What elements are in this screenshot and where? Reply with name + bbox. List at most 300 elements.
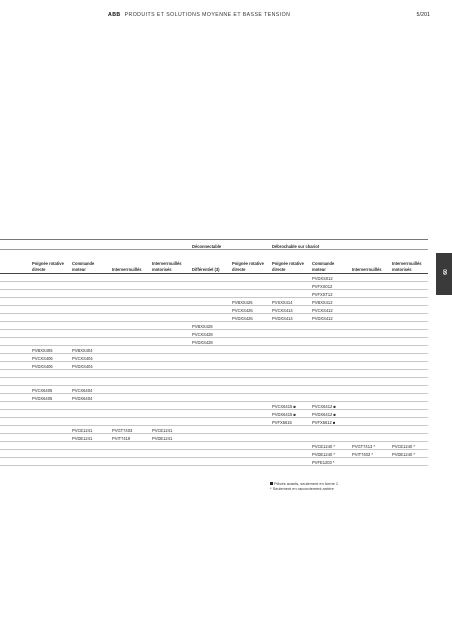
header-title <box>108 12 290 18</box>
table-cell <box>150 282 190 290</box>
table-cell <box>390 394 428 402</box>
table-body <box>0 274 428 466</box>
product-table <box>0 239 428 466</box>
table-cell <box>110 330 150 338</box>
table-cell <box>110 354 150 362</box>
table-row <box>0 290 428 298</box>
table-cell <box>350 346 390 354</box>
table-cell <box>310 434 350 442</box>
table-row <box>0 282 428 290</box>
table-cell: PVBXS412 <box>310 298 350 306</box>
brand-logo: ABB <box>108 12 121 18</box>
table-cell <box>190 418 230 426</box>
table-cell <box>350 410 390 418</box>
table-cell <box>230 442 270 450</box>
table-cell <box>30 370 70 378</box>
table-cell <box>350 282 390 290</box>
table-cell <box>150 290 190 298</box>
table-cell <box>110 386 150 394</box>
table-cell <box>350 386 390 394</box>
table-cell <box>150 386 190 394</box>
col-header: Commande moteur <box>70 250 110 274</box>
table-cell <box>110 378 150 386</box>
table-cell <box>390 354 428 362</box>
row-spacer <box>0 458 30 466</box>
table-cell <box>110 450 150 458</box>
table-cell <box>30 290 70 298</box>
table-cell <box>30 426 70 434</box>
table-cell: PVCX6412 ■ <box>310 402 350 410</box>
table-cell <box>150 314 190 322</box>
table-cell <box>270 322 310 330</box>
table-row <box>0 426 428 434</box>
table-cell: PVDE1241 <box>70 434 110 442</box>
table-cell: PVCXS404 <box>70 354 110 362</box>
square-marker-icon <box>270 482 273 485</box>
table-cell <box>70 282 110 290</box>
col-header: Commande moteur <box>310 250 350 274</box>
group-header-row <box>0 240 428 250</box>
row-spacer <box>0 362 30 370</box>
table-cell: PVCXS414 <box>270 306 310 314</box>
table-cell <box>70 274 110 282</box>
table-row <box>0 274 428 282</box>
table-cell <box>350 338 390 346</box>
col-header: Interverrouillés <box>110 250 150 274</box>
table-cell <box>190 298 230 306</box>
row-spacer <box>0 370 30 378</box>
table-cell <box>310 370 350 378</box>
table-cell <box>110 322 150 330</box>
table-cell <box>30 330 70 338</box>
table-cell <box>390 426 428 434</box>
table-cell <box>390 338 428 346</box>
table-cell: PVIT7419 <box>110 434 150 442</box>
table-row <box>0 378 428 386</box>
table-cell <box>230 322 270 330</box>
table-cell <box>190 370 230 378</box>
table-cell: PVDX6405 <box>30 394 70 402</box>
table-cell <box>230 346 270 354</box>
table-cell: PVCXS426 <box>230 306 270 314</box>
table-cell: PVCXS406 <box>30 354 70 362</box>
page-number: 5/201 <box>416 12 430 18</box>
table-cell <box>70 402 110 410</box>
table-cell <box>270 346 310 354</box>
group-deconnectable: Déconnectable <box>190 240 230 250</box>
col-header: Poignée rotative directe <box>30 250 70 274</box>
table-cell <box>350 314 390 322</box>
table-row <box>0 346 428 354</box>
table-cell: PVCE1240 * <box>310 442 350 450</box>
table-cell <box>190 306 230 314</box>
table-cell: PVFXS012 <box>310 282 350 290</box>
table-cell <box>390 298 428 306</box>
table-row <box>0 450 428 458</box>
table-cell <box>350 434 390 442</box>
table-cell <box>70 378 110 386</box>
row-spacer <box>0 426 30 434</box>
table-row <box>0 330 428 338</box>
table-cell <box>190 426 230 434</box>
table-cell <box>110 346 150 354</box>
table-cell <box>350 290 390 298</box>
table-cell <box>310 378 350 386</box>
table-cell <box>110 314 150 322</box>
table-cell <box>110 410 150 418</box>
table-cell: PVCX6415 ■ <box>270 402 310 410</box>
column-header-row <box>0 250 428 274</box>
table-row <box>0 314 428 322</box>
table-cell <box>150 418 190 426</box>
table-cell <box>150 274 190 282</box>
table-cell <box>70 314 110 322</box>
row-spacer <box>0 418 30 426</box>
table-cell <box>230 450 270 458</box>
table-cell <box>390 362 428 370</box>
table-cell <box>150 442 190 450</box>
table-cell <box>270 362 310 370</box>
table-cell <box>390 402 428 410</box>
table-cell <box>150 338 190 346</box>
table-row <box>0 298 428 306</box>
table-cell <box>270 442 310 450</box>
table-cell: PVIT7403 * <box>350 450 390 458</box>
table-cell <box>390 282 428 290</box>
table-row <box>0 306 428 314</box>
table-cell <box>190 434 230 442</box>
table-cell <box>30 434 70 442</box>
table-cell <box>230 394 270 402</box>
table-cell: PVCE1241 <box>70 426 110 434</box>
table-cell <box>190 442 230 450</box>
table-cell <box>150 354 190 362</box>
table-cell <box>110 394 150 402</box>
table-cell <box>230 458 270 466</box>
table-cell <box>390 418 428 426</box>
table-cell <box>30 306 70 314</box>
table-cell <box>190 290 230 298</box>
table-cell <box>390 322 428 330</box>
table-cell: PVCE1240 * <box>390 442 428 450</box>
table-cell <box>70 418 110 426</box>
table-cell <box>110 290 150 298</box>
document-title: PRODUITS ET SOLUTIONS MOYENNE ET BASSE TENSION <box>124 12 291 18</box>
table-cell <box>270 458 310 466</box>
table-cell <box>390 314 428 322</box>
table-cell <box>110 362 150 370</box>
table-cell <box>150 298 190 306</box>
col-header: Différentiel (3) <box>190 250 230 274</box>
table-cell <box>350 426 390 434</box>
table-cell <box>150 458 190 466</box>
table-cell <box>310 322 350 330</box>
table-cell <box>70 442 110 450</box>
table-cell <box>230 410 270 418</box>
table-cell <box>270 290 310 298</box>
table-row <box>0 434 428 442</box>
table-cell <box>310 354 350 362</box>
table-cell <box>110 306 150 314</box>
table-cell <box>30 410 70 418</box>
table-cell: PVBXS426 <box>230 298 270 306</box>
table-cell: PVSXS414 <box>270 298 310 306</box>
table-cell <box>190 362 230 370</box>
col-header: Poignée rotative directe <box>270 250 310 274</box>
table-cell <box>110 418 150 426</box>
col-header: Interverrouillés motorisés <box>150 250 190 274</box>
col-header: Interverrouillés <box>350 250 390 274</box>
footnote-2: * Seulement en raccordement arrière <box>270 486 334 492</box>
table-cell: PVDXS426 <box>230 314 270 322</box>
table-cell: PVDE1240 * <box>310 450 350 458</box>
table-cell: PVDX6415 ■ <box>270 410 310 418</box>
table-cell <box>350 370 390 378</box>
table-row <box>0 394 428 402</box>
table-cell: PVFE1203 * <box>310 458 350 466</box>
table-cell <box>190 450 230 458</box>
table-cell <box>270 354 310 362</box>
row-spacer <box>0 402 30 410</box>
table-cell <box>70 458 110 466</box>
table-cell <box>150 394 190 402</box>
table-cell <box>270 370 310 378</box>
table-cell <box>30 314 70 322</box>
table-cell <box>390 370 428 378</box>
table-cell: PVFX6612 ■ <box>310 418 350 426</box>
table-cell: PVCX6404 <box>70 386 110 394</box>
table-cell <box>70 338 110 346</box>
row-spacer <box>0 314 30 322</box>
table-cell <box>150 330 190 338</box>
table-cell <box>390 410 428 418</box>
table-row <box>0 386 428 394</box>
table-cell <box>270 330 310 338</box>
row-spacer <box>0 386 30 394</box>
table-cell <box>270 426 310 434</box>
table-cell: PVCXS412 <box>310 306 350 314</box>
table-cell <box>270 434 310 442</box>
table-cell <box>350 274 390 282</box>
table-cell <box>70 322 110 330</box>
table-cell: PVDXS414 <box>270 314 310 322</box>
table-cell: PVDXS012 <box>310 274 350 282</box>
table-cell: PVDX6404 <box>70 394 110 402</box>
table-cell <box>150 306 190 314</box>
table-cell <box>230 402 270 410</box>
table-cell <box>150 370 190 378</box>
table-cell <box>110 274 150 282</box>
table-cell <box>270 378 310 386</box>
table-cell <box>390 290 428 298</box>
table-cell <box>190 274 230 282</box>
table-cell: PVFXST12 <box>310 290 350 298</box>
table-cell <box>190 410 230 418</box>
table-cell <box>390 346 428 354</box>
product-table-wrap <box>0 239 428 466</box>
table-cell <box>110 458 150 466</box>
table-cell <box>350 458 390 466</box>
table-cell <box>230 338 270 346</box>
table-row <box>0 338 428 346</box>
table-cell <box>30 458 70 466</box>
table-cell <box>110 402 150 410</box>
table-cell <box>70 450 110 458</box>
table-cell <box>230 362 270 370</box>
table-cell: PVGT7413 * <box>350 442 390 450</box>
table-cell: PVDX6412 ■ <box>310 410 350 418</box>
table-cell <box>230 426 270 434</box>
table-cell <box>390 386 428 394</box>
table-cell: PVCE1241 <box>150 426 190 434</box>
section-tab <box>436 253 452 295</box>
table-cell <box>30 274 70 282</box>
table-cell <box>350 402 390 410</box>
table-cell <box>270 386 310 394</box>
table-cell <box>70 410 110 418</box>
table-cell <box>30 378 70 386</box>
table-cell <box>150 346 190 354</box>
table-cell <box>350 362 390 370</box>
table-cell <box>150 450 190 458</box>
table-cell: PVBXS428 <box>190 322 230 330</box>
row-spacer <box>0 410 30 418</box>
table-cell <box>390 274 428 282</box>
row-spacer <box>0 450 30 458</box>
table-cell <box>150 402 190 410</box>
table-row <box>0 410 428 418</box>
table-cell <box>150 362 190 370</box>
table-cell <box>350 354 390 362</box>
table-cell <box>190 386 230 394</box>
table-cell <box>190 354 230 362</box>
row-spacer <box>0 442 30 450</box>
table-cell <box>70 370 110 378</box>
table-cell <box>230 274 270 282</box>
table-row <box>0 418 428 426</box>
table-cell <box>30 322 70 330</box>
table-row <box>0 402 428 410</box>
table-cell <box>190 378 230 386</box>
table-row <box>0 458 428 466</box>
table-cell: PVDXS428 <box>190 338 230 346</box>
table-row <box>0 362 428 370</box>
table-cell <box>70 298 110 306</box>
table-cell <box>190 458 230 466</box>
table-cell <box>270 450 310 458</box>
table-cell <box>30 298 70 306</box>
table-cell <box>230 354 270 362</box>
table-row <box>0 354 428 362</box>
table-cell: PVDXS404 <box>70 362 110 370</box>
table-cell <box>390 330 428 338</box>
table-cell <box>350 418 390 426</box>
table-cell <box>190 402 230 410</box>
table-cell <box>390 378 428 386</box>
table-cell <box>270 274 310 282</box>
table-cell <box>270 394 310 402</box>
table-cell <box>30 338 70 346</box>
table-cell <box>230 282 270 290</box>
table-cell <box>310 394 350 402</box>
table-cell <box>30 442 70 450</box>
table-cell <box>310 426 350 434</box>
table-cell <box>350 306 390 314</box>
table-cell <box>270 282 310 290</box>
table-cell <box>70 306 110 314</box>
table-cell <box>230 434 270 442</box>
table-cell: PVDXS412 <box>310 314 350 322</box>
row-spacer <box>0 346 30 354</box>
table-cell: PVDXS406 <box>30 362 70 370</box>
row-spacer <box>0 282 30 290</box>
row-spacer <box>0 298 30 306</box>
col-header: Interverrouillés motorisés <box>390 250 428 274</box>
table-cell <box>30 282 70 290</box>
table-cell <box>350 330 390 338</box>
table-cell <box>350 322 390 330</box>
table-cell <box>230 370 270 378</box>
table-cell <box>150 322 190 330</box>
table-cell <box>110 298 150 306</box>
table-cell <box>350 298 390 306</box>
row-spacer <box>0 378 30 386</box>
row-spacer <box>0 274 30 282</box>
row-spacer <box>0 330 30 338</box>
table-cell <box>350 394 390 402</box>
table-cell <box>30 450 70 458</box>
table-cell <box>190 394 230 402</box>
table-cell <box>150 378 190 386</box>
row-spacer <box>0 290 30 298</box>
table-cell <box>30 418 70 426</box>
table-row <box>0 442 428 450</box>
table-cell <box>350 378 390 386</box>
table-cell <box>70 330 110 338</box>
table-cell <box>110 370 150 378</box>
table-cell: PVBXS406 <box>30 346 70 354</box>
table-cell: PVCX6405 <box>30 386 70 394</box>
table-cell <box>390 306 428 314</box>
table-cell <box>190 346 230 354</box>
table-cell <box>310 386 350 394</box>
col-header: Poignée rotative directe <box>230 250 270 274</box>
row-spacer <box>0 306 30 314</box>
table-cell <box>110 338 150 346</box>
table-cell <box>310 330 350 338</box>
table-cell <box>190 314 230 322</box>
group-debrochable: Débrochable sur chariot <box>270 240 310 250</box>
table-cell <box>230 290 270 298</box>
table-cell <box>150 410 190 418</box>
row-spacer <box>0 322 30 330</box>
table-cell <box>390 458 428 466</box>
table-cell <box>230 378 270 386</box>
section-tab-label: 09 <box>441 269 447 275</box>
table-cell <box>110 442 150 450</box>
table-cell <box>30 402 70 410</box>
table-cell <box>310 362 350 370</box>
table-cell <box>390 434 428 442</box>
row-spacer <box>0 434 30 442</box>
row-spacer <box>0 354 30 362</box>
table-row <box>0 322 428 330</box>
table-cell: PVGT7403 <box>110 426 150 434</box>
table-cell: PVDE1240 * <box>390 450 428 458</box>
table-cell <box>110 282 150 290</box>
table-cell <box>230 386 270 394</box>
table-cell <box>70 290 110 298</box>
